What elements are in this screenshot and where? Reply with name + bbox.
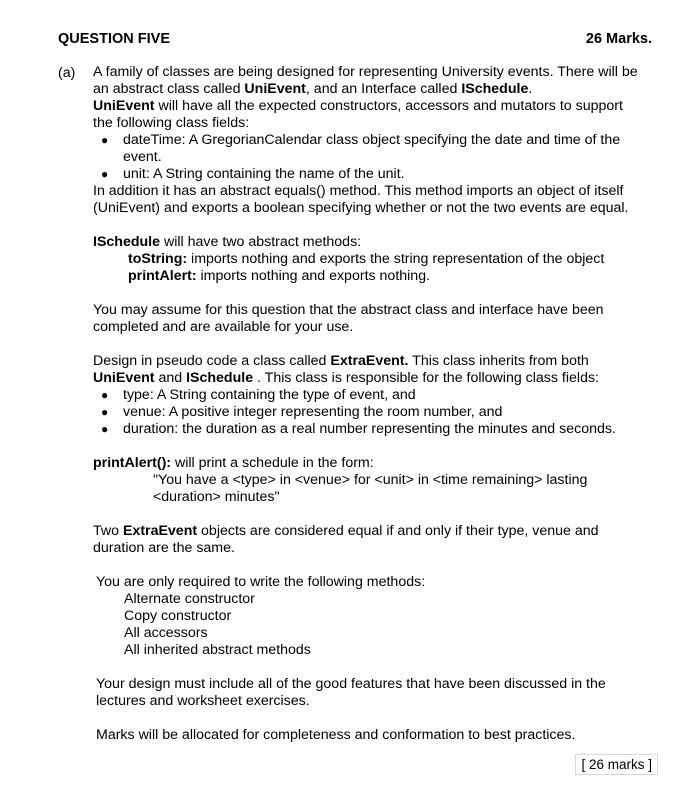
- required-intro: You are only required to write the following methods:: [96, 574, 426, 590]
- design-line-2: UniEvent and ISchedule . This class is responsible for the following class fields:: [93, 370, 599, 386]
- field-duration: duration: the duration as a real number representing the minutes and seconds.: [123, 421, 616, 437]
- required-item: All inherited abstract methods: [124, 642, 311, 658]
- field-unit: unit: A String containing the name of the unit.: [123, 166, 405, 182]
- printalert-format-line-2: <duration> minutes": [153, 489, 280, 505]
- assume-line-1: You may assume for this question that the abstract class and interface have been: [93, 302, 604, 318]
- equal-rule-line-2: duration are the same.: [93, 540, 235, 556]
- allocation-note: Marks will be allocated for completeness and conformation to best practices.: [96, 727, 576, 743]
- intro-line-4: the following class fields:: [93, 115, 250, 131]
- printalert-format-line-1: "You have a <type> in <venue> for <unit> in <time remaining> lasting: [153, 472, 588, 488]
- bullet-icon: ●: [101, 422, 109, 436]
- equals-line-2: (UniEvent) and exports a boolean specifying whether or not the two events are equal.: [93, 200, 629, 216]
- ischedule-method-tostring: toString: imports nothing and exports the string representation of the object: [128, 251, 605, 267]
- question-title: QUESTION FIVE: [58, 31, 170, 47]
- part-label: (a): [58, 65, 76, 81]
- required-item: All accessors: [124, 625, 208, 641]
- bullet-icon: ●: [101, 388, 109, 402]
- equal-rule-line-1: Two ExtraEvent objects are considered equal if and only if their type, venue and: [93, 523, 599, 539]
- field-datetime-line-2: event.: [123, 149, 162, 165]
- ischedule-heading: ISchedule will have two abstract methods:: [93, 234, 362, 250]
- assume-line-2: completed and are available for your use.: [93, 319, 354, 335]
- total-marks-box: [ 26 marks ]: [575, 754, 658, 775]
- equals-line-1: In addition it has an abstract equals() method. This method imports an object of itself: [93, 183, 624, 199]
- field-datetime-line-1: dateTime: A GregorianCalendar class object specifying the date and time of the: [123, 132, 621, 148]
- printalert-heading: printAlert(): will print a schedule in the form:: [93, 455, 374, 471]
- question-marks: 26 Marks.: [585, 31, 652, 47]
- required-item: Alternate constructor: [124, 591, 255, 607]
- bullet-icon: ●: [101, 133, 109, 147]
- bullet-icon: ●: [101, 167, 109, 181]
- ischedule-method-printalert: printAlert: imports nothing and exports nothing.: [128, 268, 431, 284]
- good-line-1: Your design must include all of the good features that have been discussed in the: [96, 676, 606, 692]
- design-line-1: Design in pseudo code a class called ExtraEvent. This class inherits from both: [93, 353, 589, 369]
- required-item: Copy constructor: [124, 608, 232, 624]
- intro-line-2: an abstract class called UniEvent, and an Interface called ISchedule.: [93, 81, 533, 97]
- good-line-2: lectures and worksheet exercises.: [96, 693, 310, 709]
- bullet-icon: ●: [101, 405, 109, 419]
- intro-line-1: A family of classes are being designed for representing University events. There will be: [93, 64, 638, 80]
- field-type: type: A String containing the type of event, and: [123, 387, 416, 403]
- field-venue: venue: A positive integer representing the room number, and: [123, 404, 503, 420]
- intro-line-3: UniEvent will have all the expected constructors, accessors and mutators to support: [93, 98, 623, 114]
